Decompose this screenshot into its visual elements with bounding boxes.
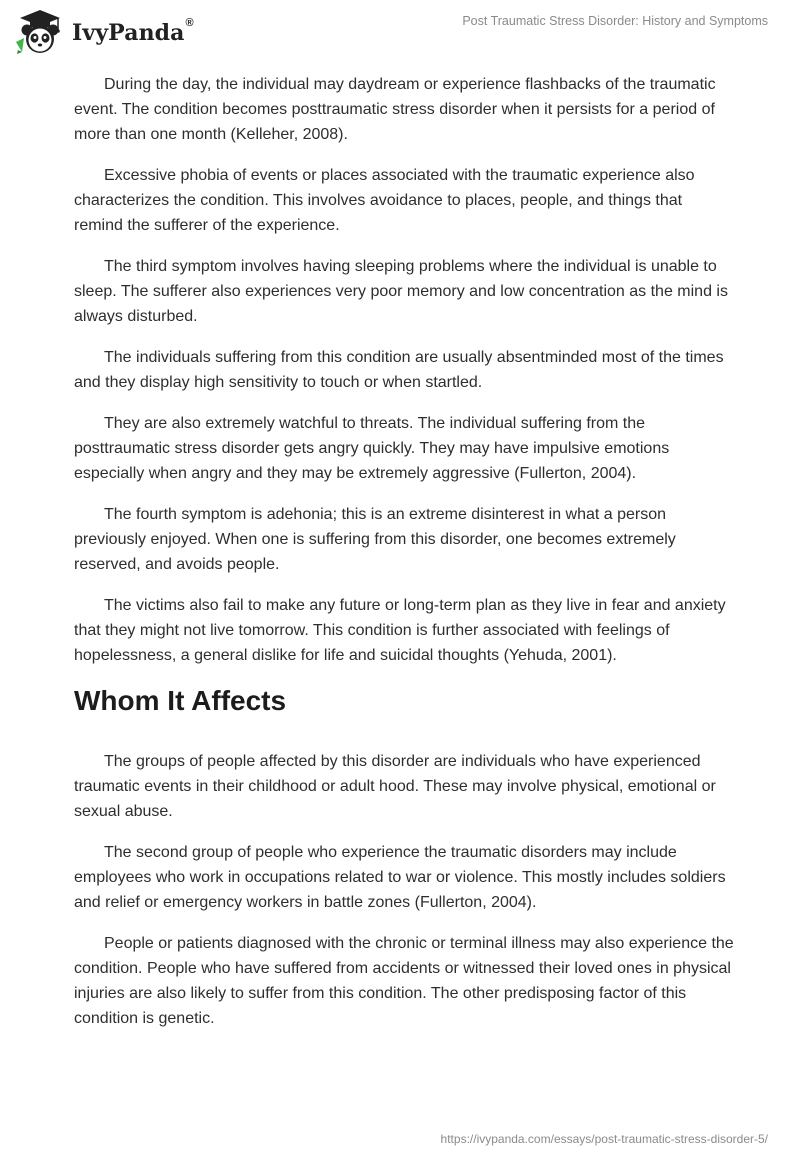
paragraph: The individuals suffering from this condition are usually absentminded most of the times and they display high sensitivity to touch or when startled. xyxy=(74,349,724,391)
paragraph: The groups of people affected by this disorder are individuals who have experienced traumatic events in their childhood or adult hood. These may involve physical, emotional or sexual abuse. xyxy=(74,753,716,820)
panda-graduate-icon xyxy=(14,8,66,56)
logo-wordmark xyxy=(72,17,194,46)
document-title: Post Traumatic Stress Disorder: History and Symptoms xyxy=(462,14,768,28)
ivypanda-logo[interactable] xyxy=(14,8,194,56)
page-header xyxy=(0,0,800,64)
paragraph: Excessive phobia of events or places associated with the traumatic experience also characterizes the condition. This involves avoidance to places, people, and things that remind the sufferer of the experience. xyxy=(74,167,695,234)
source-url[interactable]: https://ivypanda.com/essays/post-traumatic-stress-disorder-5/ xyxy=(440,1132,768,1146)
paragraph: During the day, the individual may daydream or experience flashbacks of the traumatic event. The condition becomes posttraumatic stress disorder when it persists for a period of more than one month (Kelleher, 2008). xyxy=(74,76,716,143)
registered-mark: ® xyxy=(185,17,194,29)
paragraph: The second group of people who experience the traumatic disorders may include employees who work in occupations related to war or violence. This mostly includes soldiers and relief or emergency workers in battle zones (Fullerton, 2004). xyxy=(74,844,726,911)
logo-text: IvyPanda xyxy=(72,20,185,46)
paragraph: The fourth symptom is adehonia; this is an extreme disinterest in what a person previously enjoyed. When one is suffering from this disorder, one becomes extremely reserved, and avoids people. xyxy=(74,506,676,573)
paragraph: The victims also fail to make any future or long-term plan as they live in fear and anxiety that they might not live tomorrow. This condition is further associated with feelings of hopelessness, a general dislike for life and suicidal thoughts (Yehuda, 2001). xyxy=(74,597,726,664)
paragraph: The third symptom involves having sleeping problems where the individual is unable to sleep. The sufferer also experiences very poor memory and low concentration as the mind is always disturbed. xyxy=(74,258,728,325)
paragraph: They are also extremely watchful to threats. The individual suffering from the posttraumatic stress disorder gets angry quickly. They may have impulsive emotions especially when angry and they may be extremely aggressive (Fullerton, 2004). xyxy=(74,415,670,482)
paragraph: People or patients diagnosed with the chronic or terminal illness may also experience the condition. People who have suffered from accidents or witnessed their loved ones in physical injuries are also likely to suffer from this condition. The other predisposing factor of this condition is genetic. xyxy=(74,935,734,1027)
section-heading-whom-it-affects: Whom It Affects xyxy=(74,685,287,716)
essay-content xyxy=(74,72,734,1047)
